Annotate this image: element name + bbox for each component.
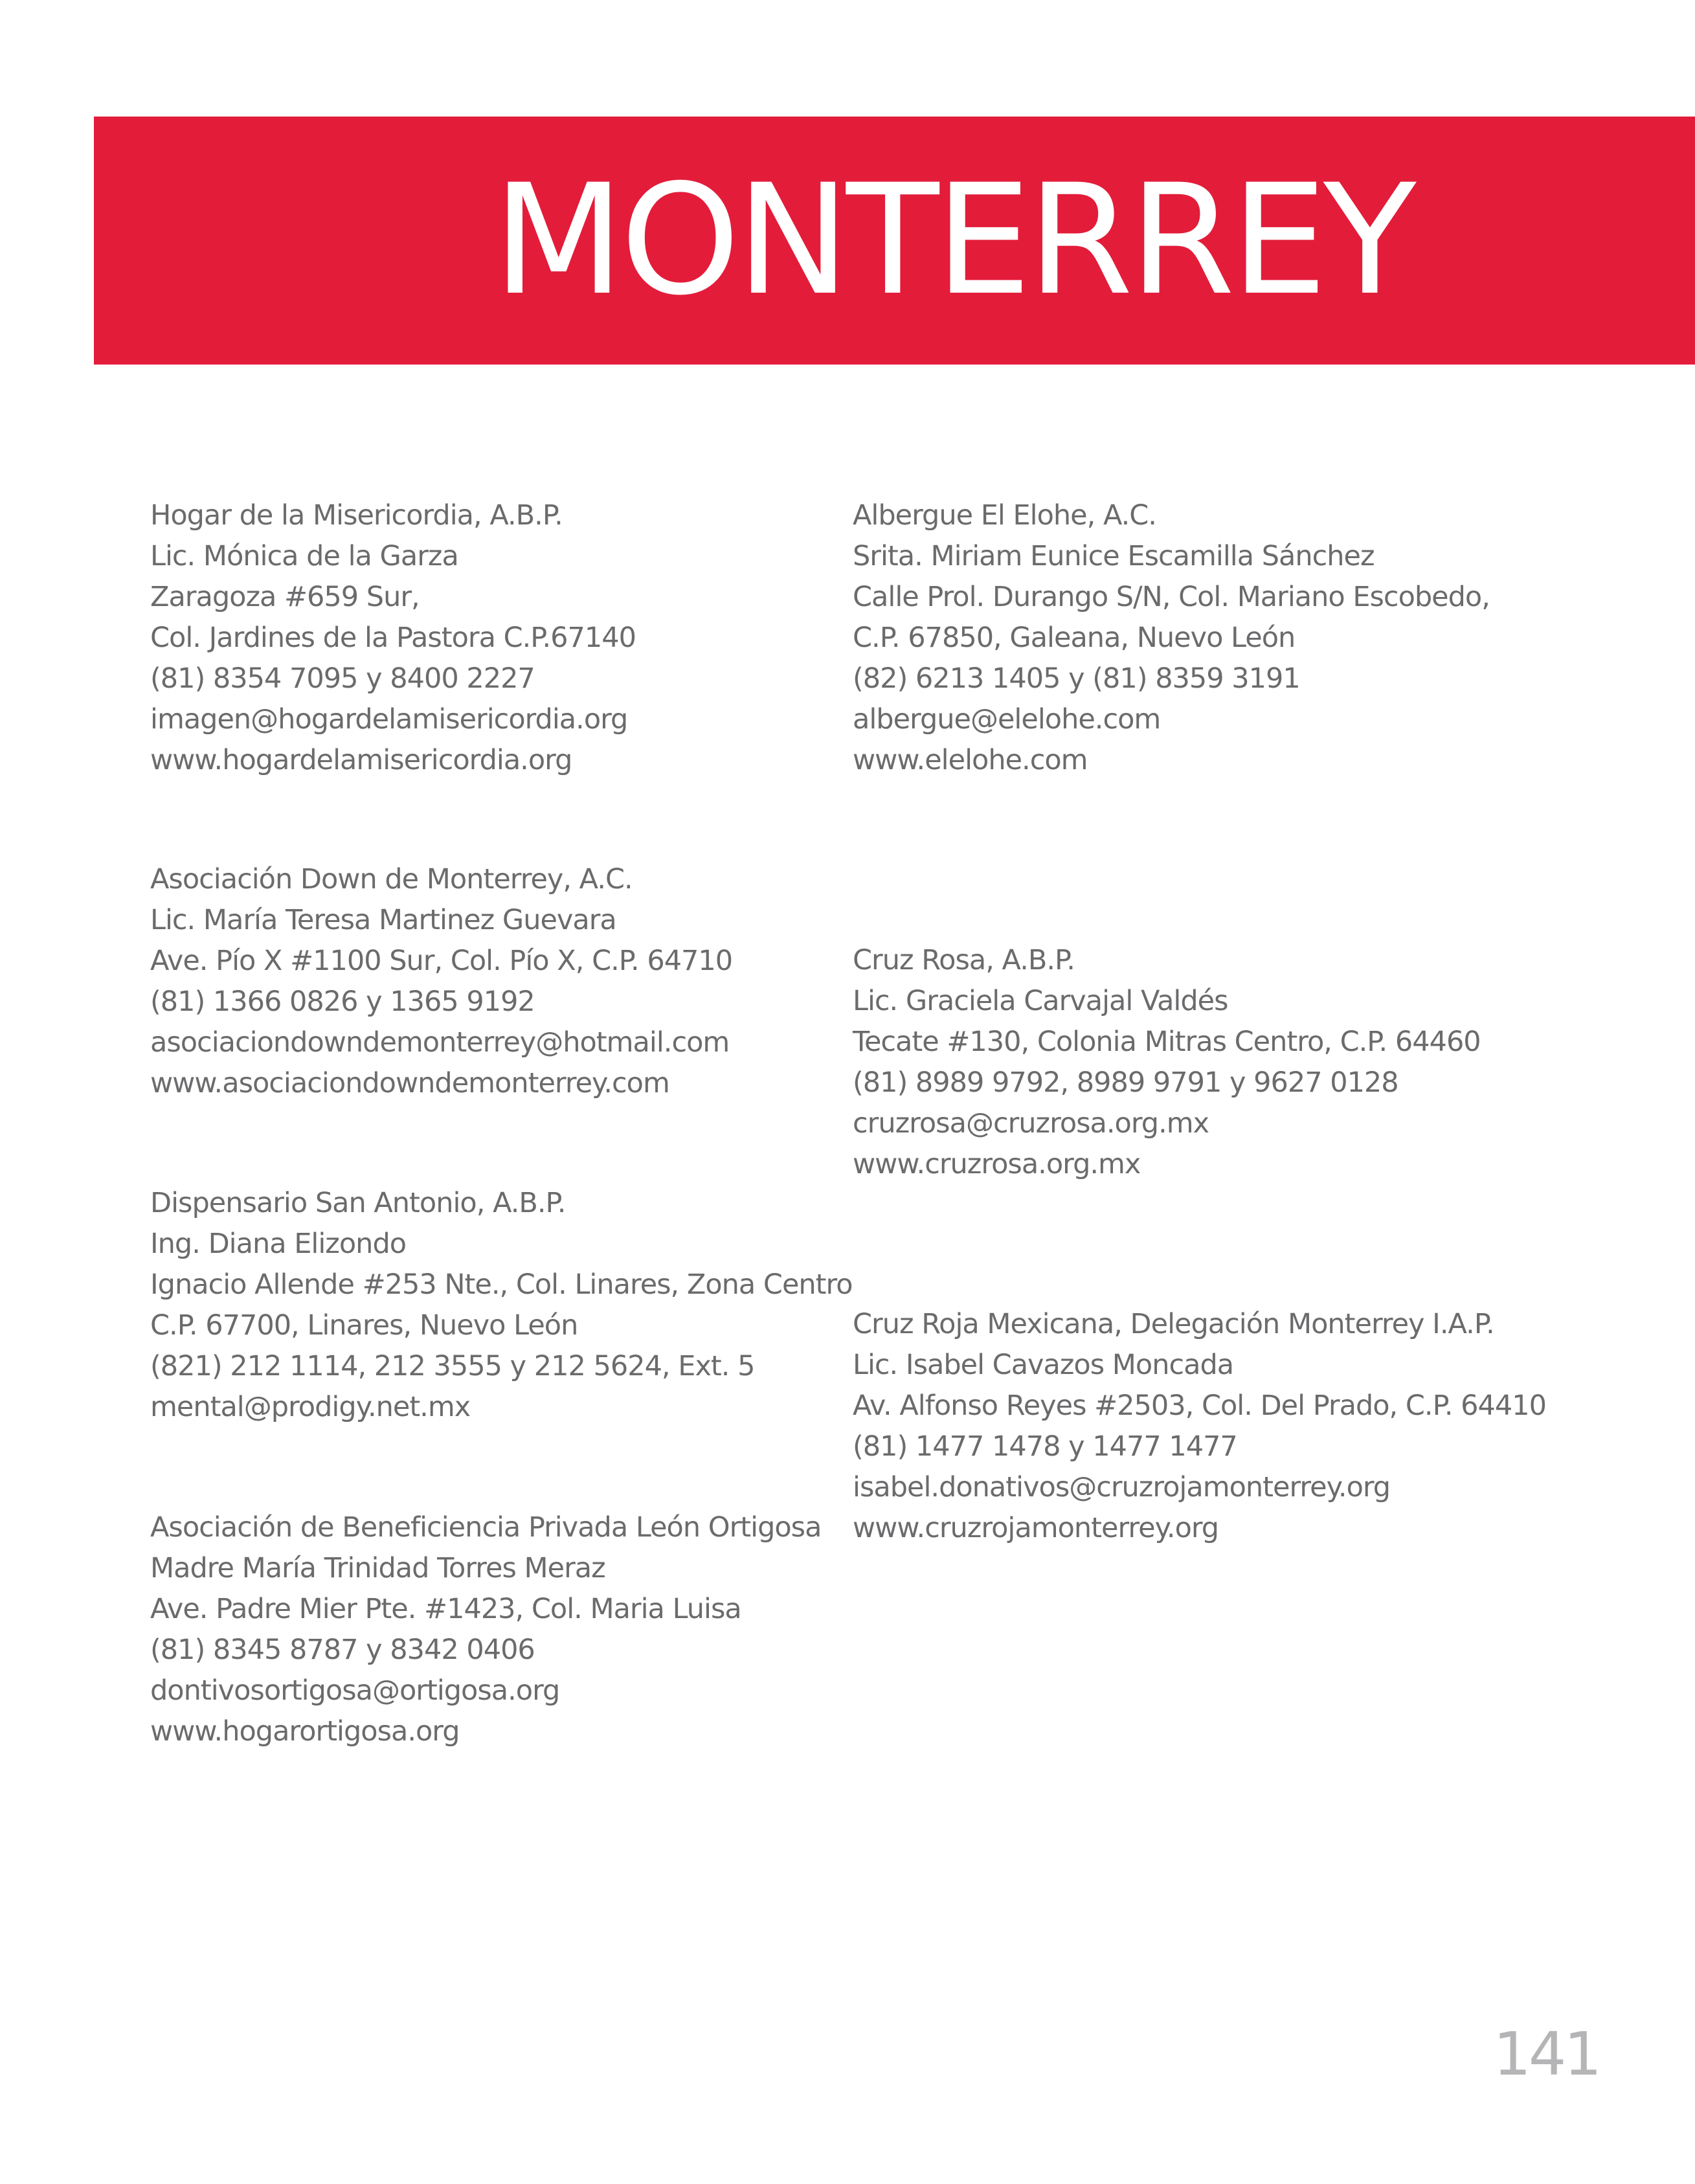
entry-website-link[interactable]: www.cruzrojamonterrey.org	[853, 1512, 1219, 1544]
entry-address: Ignacio Allende #253 Nte., Col. Linares, Zona Centro	[150, 1268, 853, 1301]
entry-website-link[interactable]: www.hogarortigosa.org	[150, 1715, 460, 1748]
entry-dispensario-san-antonio	[150, 1183, 853, 1428]
entry-leon-ortigosa	[150, 1507, 821, 1752]
entry-address: Tecate #130, Colonia Mitras Centro, C.P. 64460	[853, 1026, 1481, 1058]
entry-address: Av. Alfonso Reyes #2503, Col. Del Prado, C.P. 64410	[853, 1390, 1546, 1422]
entry-phone: (81) 8989 9792, 8989 9791 y 9627 0128	[853, 1066, 1398, 1099]
page-title: MONTERREY	[493, 152, 1413, 329]
header-banner	[94, 117, 1695, 365]
entry-address: Ave. Pío X #1100 Sur, Col. Pío X, C.P. 64710	[150, 945, 733, 977]
entry-email-link[interactable]: dontivosortigosa@ortigosa.org	[150, 1674, 560, 1707]
entry-address: C.P. 67850, Galeana, Nuevo León	[853, 622, 1296, 654]
entry-asociacion-down	[150, 859, 732, 1104]
entry-name: Asociación de Beneficiencia Privada León Ortigosa	[150, 1511, 822, 1544]
entry-name: Albergue El Elohe, A.C.	[853, 499, 1156, 532]
entry-address: Calle Prol. Durango S/N, Col. Mariano Escobedo,	[853, 581, 1490, 613]
entry-name: Hogar de la Misericordia, A.B.P.	[150, 499, 563, 532]
entry-name: Cruz Rosa, A.B.P.	[853, 944, 1075, 976]
entry-phone: (81) 1366 0826 y 1365 9192	[150, 985, 535, 1018]
entry-email-link[interactable]: asociaciondowndemonterrey@hotmail.com	[150, 1026, 730, 1059]
page-number: 141	[1493, 2020, 1599, 2089]
entry-phone: (81) 8354 7095 y 8400 2227	[150, 662, 535, 695]
entry-address: Zaragoza #659 Sur,	[150, 581, 420, 613]
entry-website-link[interactable]: www.cruzrosa.org.mx	[853, 1148, 1141, 1180]
entry-contact: Madre María Trinidad Torres Meraz	[150, 1552, 605, 1584]
entry-contact: Lic. Mónica de la Garza	[150, 540, 458, 572]
entry-name: Dispensario San Antonio, A.B.P.	[150, 1187, 566, 1219]
entry-cruz-roja	[853, 1304, 1546, 1549]
entry-email-link[interactable]: mental@prodigy.net.mx	[150, 1391, 471, 1423]
entry-email-link[interactable]: imagen@hogardelamisericordia.org	[150, 703, 628, 736]
entry-website-link[interactable]: www.elelohe.com	[853, 744, 1088, 776]
entry-email-link[interactable]: albergue@elelohe.com	[853, 703, 1161, 736]
entry-address: Ave. Padre Mier Pte. #1423, Col. Maria Luisa	[150, 1593, 741, 1625]
entry-phone: (821) 212 1114, 212 3555 y 212 5624, Ext. 5	[150, 1350, 755, 1382]
entry-email-link[interactable]: cruzrosa@cruzrosa.org.mx	[853, 1107, 1209, 1140]
entry-address: Col. Jardines de la Pastora C.P.67140	[150, 622, 636, 654]
entry-website-link[interactable]: www.hogardelamisericordia.org	[150, 744, 572, 776]
entry-contact: Ing. Diana Elizondo	[150, 1228, 407, 1260]
entry-contact: Srita. Miriam Eunice Escamilla Sánchez	[853, 540, 1375, 572]
entry-albergue-elohe	[853, 495, 1490, 781]
entry-hogar-misericordia	[150, 495, 636, 781]
entry-name: Asociación Down de Monterrey, A.C.	[150, 863, 633, 895]
entry-address: C.P. 67700, Linares, Nuevo León	[150, 1309, 578, 1342]
entry-contact: Lic. Graciela Carvajal Valdés	[853, 985, 1228, 1017]
entry-phone: (81) 1477 1478 y 1477 1477	[853, 1430, 1237, 1463]
entry-contact: Lic. María Teresa Martinez Guevara	[150, 904, 616, 936]
entry-phone: (82) 6213 1405 y (81) 8359 3191	[853, 662, 1300, 695]
entry-phone: (81) 8345 8787 y 8342 0406	[150, 1634, 535, 1666]
entry-contact: Lic. Isabel Cavazos Moncada	[853, 1349, 1234, 1381]
entry-name: Cruz Roja Mexicana, Delegación Monterrey I.A.P.	[853, 1308, 1494, 1340]
entry-email-link[interactable]: isabel.donativos@cruzrojamonterrey.org	[853, 1471, 1391, 1503]
entry-website-link[interactable]: www.asociaciondowndemonterrey.com	[150, 1067, 669, 1099]
entry-cruz-rosa	[853, 940, 1481, 1185]
